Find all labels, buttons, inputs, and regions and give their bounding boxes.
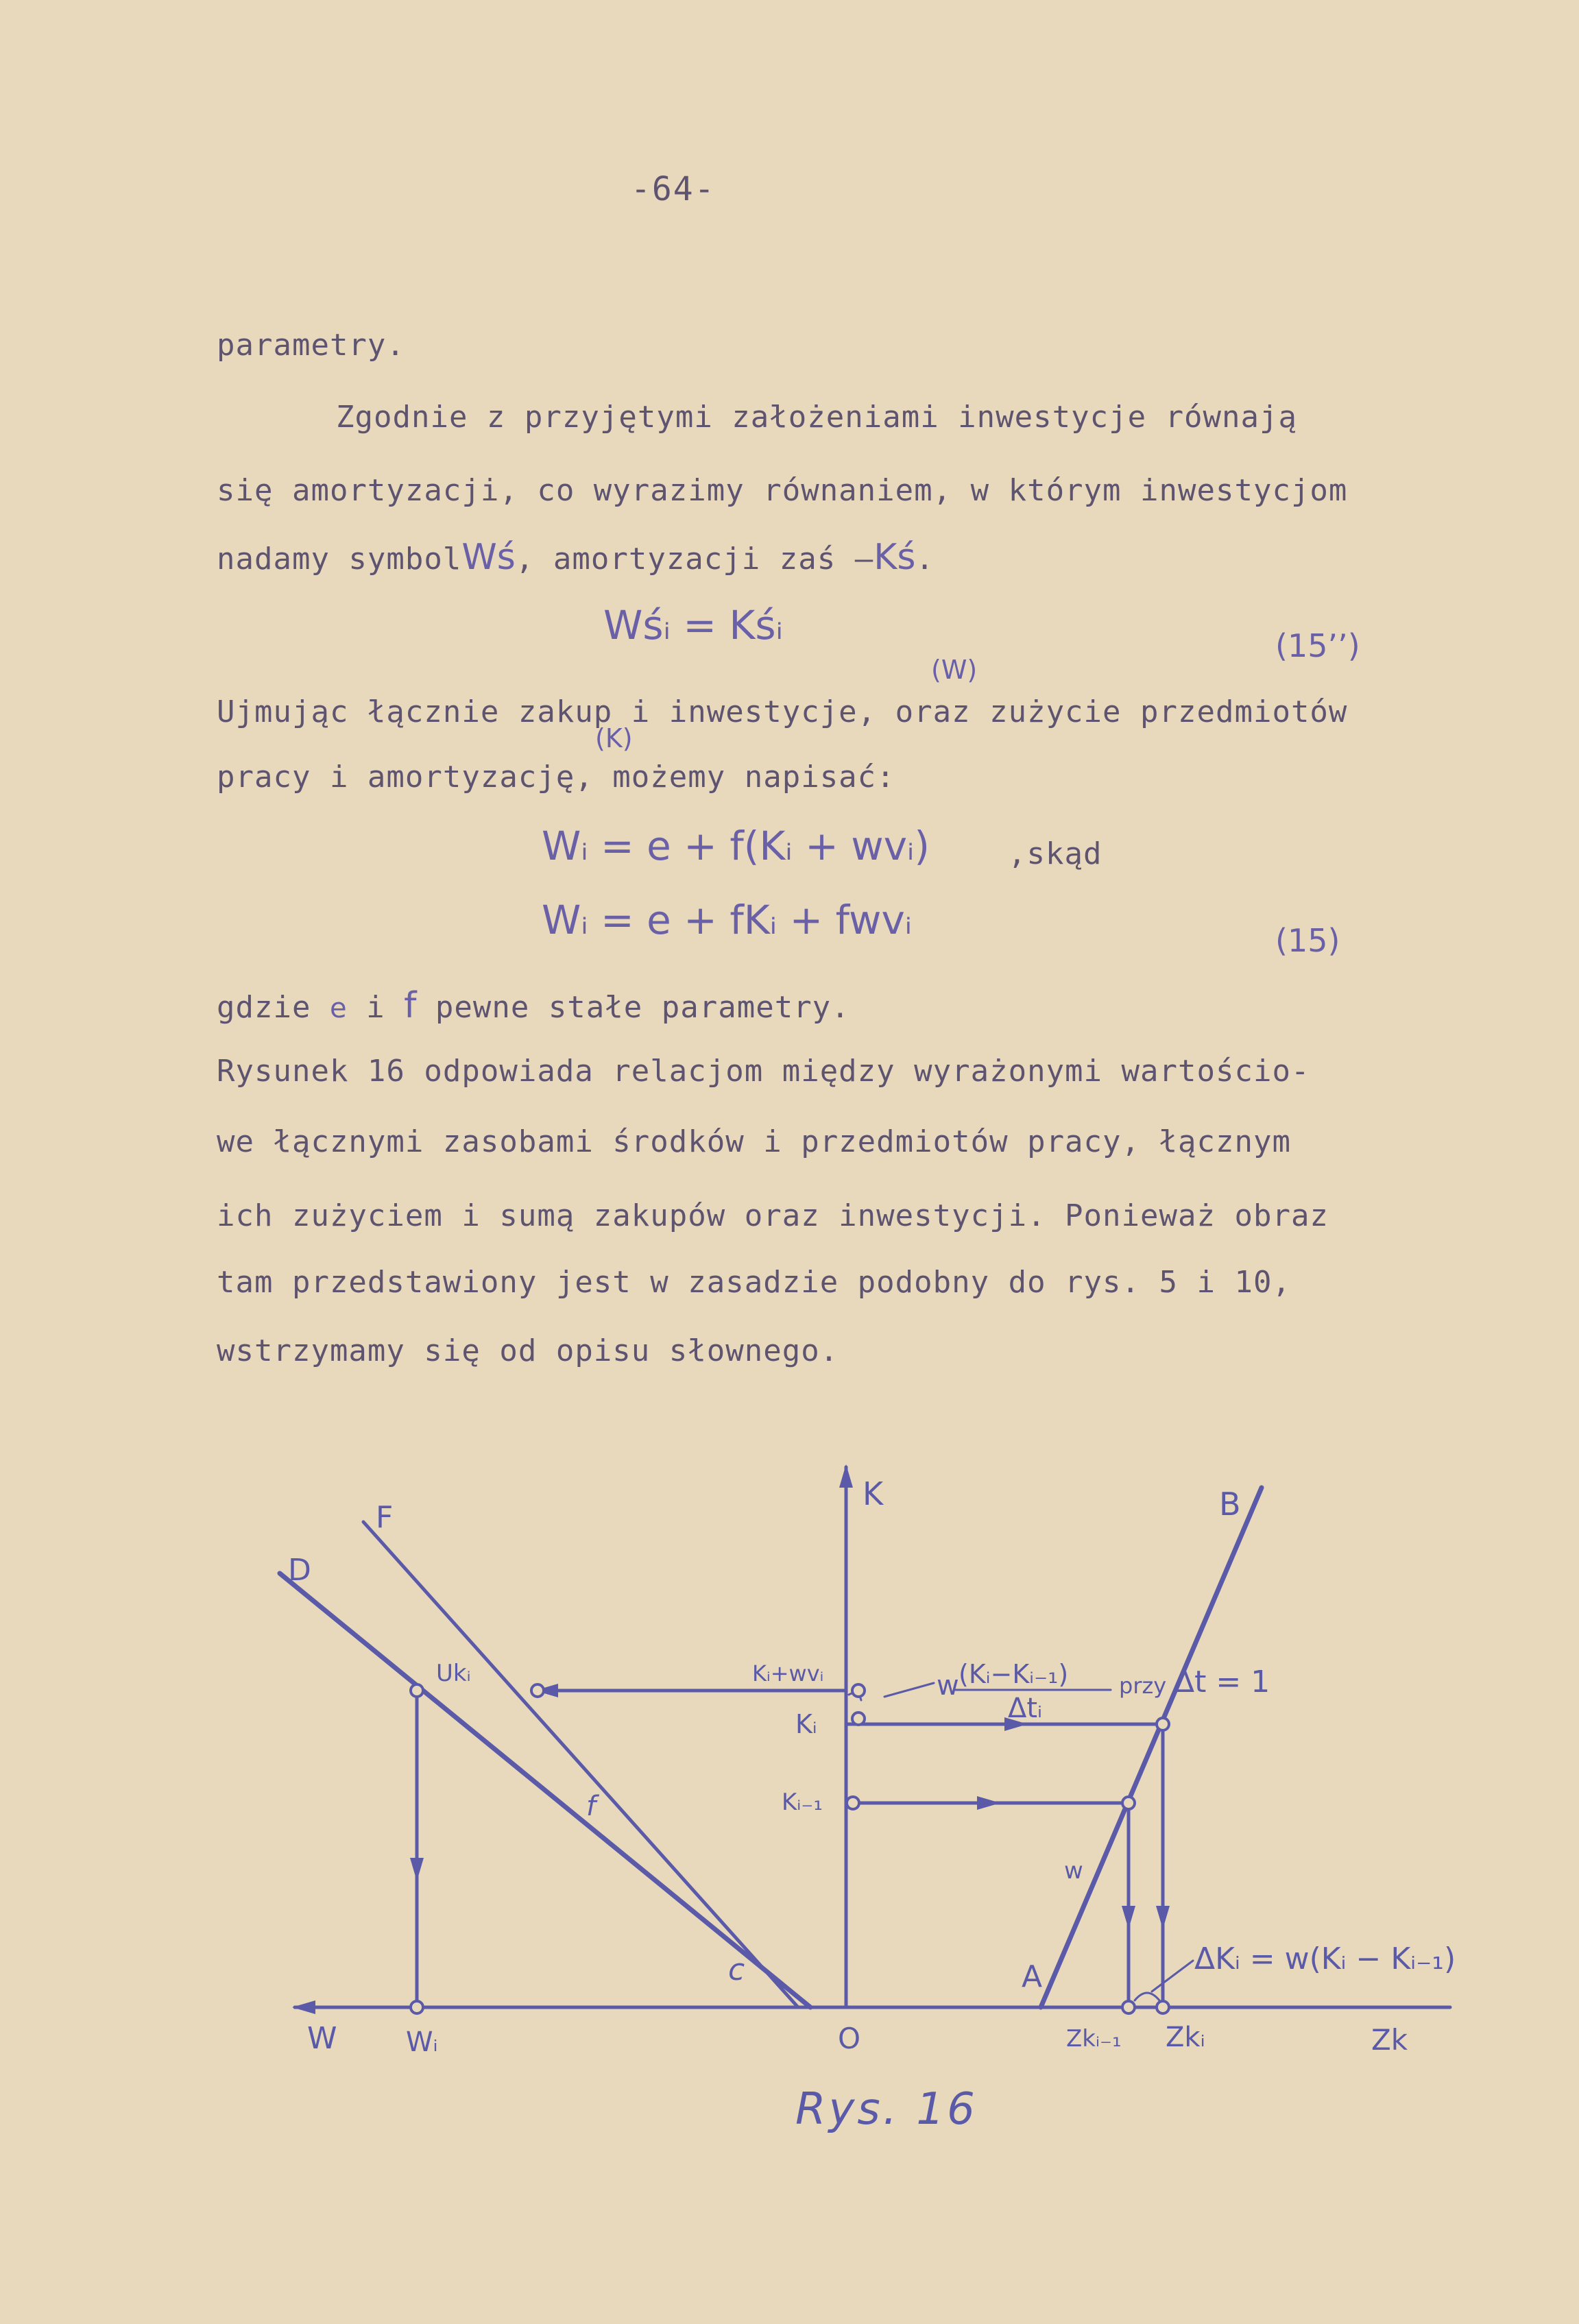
equation-15pp: Wśᵢ = Kśᵢ xyxy=(603,602,784,649)
label-kiwvi: Kᵢ+wvᵢ xyxy=(752,1660,824,1686)
bracket-zk xyxy=(1135,1993,1159,2000)
equation-2-suffix: ,skąd xyxy=(1008,836,1102,871)
point-uki xyxy=(411,1684,423,1697)
equation-15: Wᵢ = e + fKᵢ + fwvᵢ xyxy=(542,897,913,943)
symbol-ws: Wś xyxy=(461,537,516,578)
equation-number-15: (15) xyxy=(1275,922,1340,959)
note-dt: Δt = 1 xyxy=(1174,1665,1270,1699)
note-przy: przy xyxy=(1119,1673,1167,1699)
label-f-line: F xyxy=(376,1500,394,1535)
leader-delta xyxy=(1152,1961,1193,1992)
label-zk-axis: Zk xyxy=(1371,2023,1408,2057)
text-line-14: tam przedstawiony jest w zasadzie podobny do rys. 5 i 10, xyxy=(217,1265,1291,1300)
text-line-10a: gdzie xyxy=(217,990,311,1025)
text-line-2: Zgodnie z przyjętymi założeniami inwestycje równają xyxy=(336,400,1298,435)
label-ki: Kᵢ xyxy=(795,1709,817,1739)
point-f-intersect xyxy=(531,1684,544,1697)
text-line-11: Rysunek 16 odpowiada relacjom między wyrażonymi wartościo- xyxy=(217,1054,1310,1089)
equation-2: Wᵢ = e + f(Kᵢ + wvᵢ) xyxy=(542,823,930,869)
symbol-f: f xyxy=(404,985,417,1026)
label-a: A xyxy=(1022,1959,1043,1994)
text-line-6: Ujmując łącznie zakup i inwestycje, oraz zużycie przedmiotów xyxy=(217,694,1348,729)
note-numerator: (Kᵢ−Kᵢ₋₁) xyxy=(959,1659,1069,1689)
figure-caption: Rys. 16 xyxy=(795,2084,978,2135)
line-ab xyxy=(1041,1488,1262,2007)
label-w-slope: w xyxy=(1064,1857,1083,1885)
note-delta-ki: ΔKᵢ = w(Kᵢ − Kᵢ₋₁) xyxy=(1194,1941,1456,1976)
line-d xyxy=(280,1573,810,2007)
point-kiwvi xyxy=(852,1684,865,1697)
label-d: D xyxy=(288,1553,311,1588)
symbol-e: e xyxy=(329,993,348,1024)
symbol-ks: Kś xyxy=(873,537,916,578)
text-line-10c: pewne stałe parametry. xyxy=(435,990,850,1025)
label-b: B xyxy=(1219,1486,1241,1523)
point-zki1 xyxy=(1122,2001,1135,2013)
label-zki: Zkᵢ xyxy=(1166,2022,1205,2053)
text-line-13: ich zużyciem i sumą zakupów oraz inwestycji. Ponieważ obraz xyxy=(217,1198,1329,1233)
label-wi: Wᵢ xyxy=(406,2026,438,2058)
label-k: K xyxy=(863,1475,884,1512)
leader-note xyxy=(884,1683,934,1697)
text-line-15: wstrzymamy się od opisu słownego. xyxy=(217,1333,839,1368)
point-ki1 xyxy=(847,1797,859,1809)
label-ki1: Kᵢ₋₁ xyxy=(782,1789,823,1816)
note-denominator: Δtᵢ xyxy=(1008,1693,1043,1724)
text-line-4c: . xyxy=(915,542,935,577)
point-ab-ki1 xyxy=(1122,1797,1135,1809)
point-ki xyxy=(852,1712,865,1725)
label-f-small: f xyxy=(586,1791,596,1822)
line-f xyxy=(363,1522,798,2007)
text-line-3: się amortyzacji, co wyrazimy równaniem, w którym inwestycjom xyxy=(217,473,1348,508)
label-uki: Ukᵢ xyxy=(436,1660,471,1687)
point-zki xyxy=(1157,2001,1169,2013)
text-line-4a: nadamy symbol xyxy=(217,542,462,577)
note-w: w xyxy=(937,1670,959,1702)
equation-number-15pp: (15’’) xyxy=(1275,627,1360,664)
text-line-1: parametry. xyxy=(217,328,405,363)
point-wi xyxy=(411,2001,423,2013)
label-w-axis: W xyxy=(307,2021,337,2056)
point-ab-ki xyxy=(1157,1718,1169,1730)
annotation-w: (W) xyxy=(931,655,978,685)
text-line-7: pracy i amortyzację, możemy napisać: xyxy=(217,760,895,795)
page-number: -64- xyxy=(631,170,716,208)
label-c: c xyxy=(728,1952,745,1987)
label-o: O xyxy=(838,2022,861,2055)
text-line-12: we łącznymi zasobami środków i przedmiotów pracy, łącznym xyxy=(217,1124,1291,1159)
annotation-k: (K) xyxy=(595,723,633,753)
label-zki1: Zkᵢ₋₁ xyxy=(1066,2025,1122,2053)
text-line-4b: , amortyzacji zaś – xyxy=(515,542,874,577)
text-line-10b: i xyxy=(366,990,385,1025)
